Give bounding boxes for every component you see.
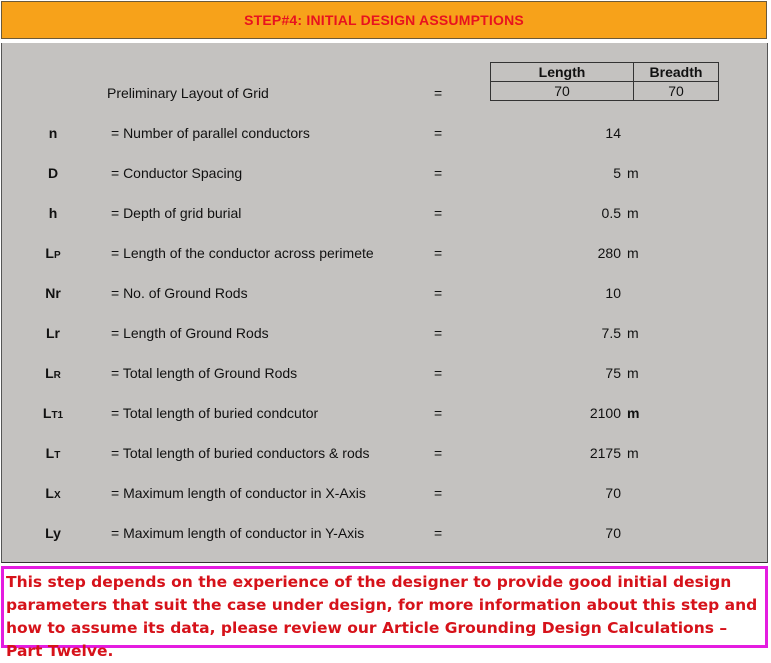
row-equals: =: [434, 205, 443, 221]
row-symbol: LT: [45, 445, 61, 461]
row-value: 0.5 m: [601, 205, 639, 221]
row-symbol: Nr: [45, 285, 61, 301]
step-header: [1, 1, 767, 39]
breadth-header: Breadth: [634, 63, 719, 82]
row-equals: =: [434, 165, 443, 181]
step-title: STEP#4: INITIAL DESIGN ASSUMPTIONS: [244, 12, 524, 28]
row-equals: =: [434, 525, 443, 541]
length-header: Length: [491, 63, 634, 82]
row-equals: =: [434, 445, 443, 461]
note-text: This step depends on the experience of the designer to provide good initial design parameters that suit the case under design, for more information about this step and how to assume its data, please review our Article Grounding Design Calculations – Part Twelve.: [6, 573, 758, 660]
row-equals: =: [434, 405, 443, 421]
row-value: 75 m: [605, 365, 639, 381]
grid-layout-table: [490, 62, 719, 101]
breadth-value: 70: [634, 82, 719, 101]
row-value: 280 m: [597, 245, 639, 261]
row-value: 70: [605, 525, 621, 541]
row-value: 14: [605, 125, 621, 141]
row-symbol: LX: [45, 485, 61, 501]
length-value: 70: [491, 82, 634, 101]
row-description: = Length of Ground Rods: [111, 325, 269, 341]
row-equals: =: [434, 245, 443, 261]
row-description: = Number of parallel conductors: [111, 125, 310, 141]
row-description: = Depth of grid burial: [111, 205, 242, 221]
row-value: 10: [605, 285, 621, 301]
row-value: 2100 m: [589, 405, 640, 421]
row-value: 5 m: [613, 165, 639, 181]
row-description: = Length of the conductor across perimete: [111, 245, 374, 261]
row-description: = No. of Ground Rods: [111, 285, 248, 301]
row-description: = Maximum length of conductor in X-Axis: [111, 485, 366, 501]
row-symbol: D: [47, 165, 59, 181]
row-symbol: LP: [45, 245, 61, 261]
info-note: [1, 566, 768, 660]
row-symbol: Lr: [46, 325, 60, 341]
row-value: 7.5 m: [601, 325, 639, 341]
row-value: 2175 m: [589, 445, 639, 461]
assumptions-panel: [1, 43, 768, 563]
row-symbol: n: [48, 125, 58, 141]
row-description: = Conductor Spacing: [111, 165, 243, 181]
row-equals: =: [434, 285, 443, 301]
row-equals: =: [434, 365, 443, 381]
row-symbol: LT1: [42, 405, 64, 421]
row-description: = Total length of Ground Rods: [111, 365, 298, 381]
row-equals: =: [434, 325, 443, 341]
row-symbol: LR: [45, 365, 61, 381]
row-description: = Maximum length of conductor in Y-Axis: [111, 525, 365, 541]
layout-equals: =: [434, 85, 443, 101]
row-symbol: Ly: [45, 525, 61, 541]
row-description: = Total length of buried conductors & rods: [111, 445, 370, 461]
row-value: 70: [605, 485, 621, 501]
row-equals: =: [434, 125, 443, 141]
row-description: = Total length of buried condcutor: [111, 405, 319, 421]
layout-label: Preliminary Layout of Grid: [107, 85, 269, 101]
row-symbol: h: [48, 205, 58, 221]
row-equals: =: [434, 485, 443, 501]
